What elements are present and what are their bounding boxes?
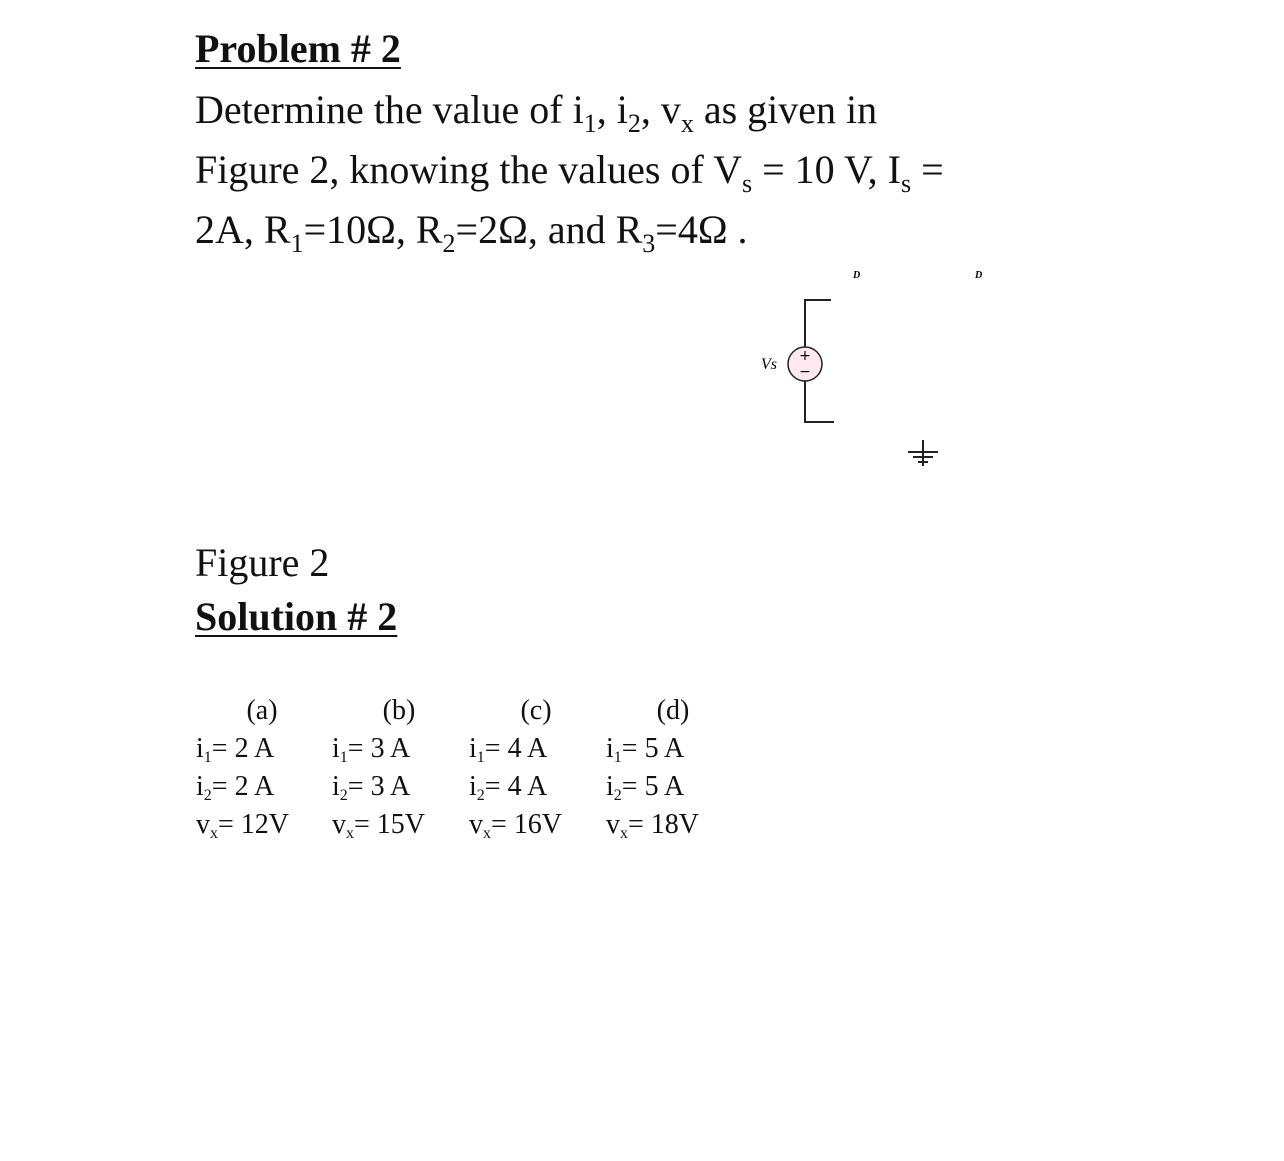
circuit-figure — [740, 260, 1040, 480]
option-label: (d) — [656, 695, 690, 726]
solution-title: Solution # 2 — [195, 594, 398, 639]
statement-line-2: Figure 2, knowing the values of $V_s = 10$ V, $I_s$ = — [195, 147, 944, 198]
node-label: D — [853, 270, 861, 281]
node-label: D — [975, 270, 983, 281]
plus-icon: + — [799, 348, 811, 364]
answer-option-b — [332, 692, 462, 844]
option-label: (a) — [246, 695, 278, 726]
problem-statement — [195, 80, 1095, 260]
option-i1: $i_1= 3$ A — [332, 733, 411, 766]
minus-icon: − — [799, 364, 811, 380]
answer-option-a — [196, 692, 326, 844]
option-i1: $i_1= 4$ A — [469, 733, 548, 766]
option-vx: $v_x= 18V$ — [606, 809, 700, 842]
option-label: (b) — [382, 695, 416, 726]
source-label: Vs — [761, 356, 777, 373]
option-label: (c) — [520, 695, 552, 726]
option-i2: $i_2= 5$ A — [606, 771, 685, 804]
ground-icon — [908, 440, 938, 466]
option-i2: $i_2= 3$ A — [332, 771, 411, 804]
option-vx: $v_x= 15V$ — [332, 809, 426, 842]
statement-line-3: 2A, $R_1=10\Omega$, $R_2=2\Omega$, and $R_3=4\Omega$ . — [195, 207, 748, 258]
option-i1: $i_1= 5$ A — [606, 733, 685, 766]
problem-title: Problem # 2 — [195, 26, 401, 71]
answer-option-c — [469, 692, 599, 844]
option-i1: $i_1= 2$ A — [196, 733, 275, 766]
statement-line-1: Determine the value of $i_1$, $i_2$, $v_x$ as given in — [195, 87, 878, 138]
wire-bottom — [805, 379, 834, 422]
figure-caption: Figure 2 — [195, 540, 330, 585]
option-vx: $v_x= 16V$ — [469, 809, 563, 842]
answer-option-d — [606, 692, 736, 844]
wire-top — [805, 300, 831, 349]
option-i2: $i_2= 2$ A — [196, 771, 275, 804]
option-i2: $i_2= 4$ A — [469, 771, 548, 804]
option-vx: $v_x= 12V$ — [196, 809, 290, 842]
